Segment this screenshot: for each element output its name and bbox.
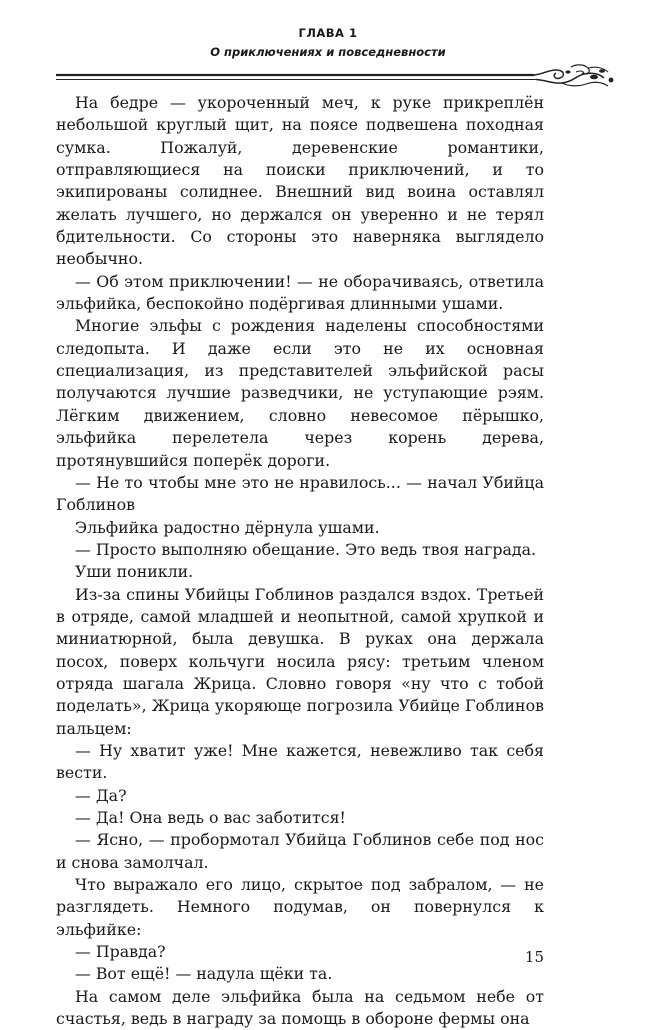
paragraph: Многие эльфы с рождения наделены способностями следопыта. И даже если это не их основная специализация, из представителей эльфийской расы получаются лучшие разведчики, не уступающие рэям. Лёгким движением, словно невесомое пёрышко, эльфийка перелетела через корень дерева, протянувшийся поперёк дороги. [56, 316, 544, 470]
flourish-ornament-icon [56, 62, 616, 92]
paragraph: Эльфийка радостно дёрнула ушами. [75, 517, 380, 537]
paragraph: На бедре — укороченный меч, к руке прикреплён небольшой круглый щит, на поясе подвешена походная сумка. Пожалуй, деревенские романтики, отправляющиеся на поиски приключений, и то экипированы солиднее. Внешний вид воина оставлял желать лучшего, но держался он уверенно и не терял бдительности. Со стороны это наверняка выглядело необычно. [56, 93, 544, 269]
running-header [0, 26, 656, 59]
paragraph: — Да! Она ведь о вас заботится! [75, 808, 346, 827]
paragraph: — Не то чтобы мне это не нравилось... — начал Убийца Гоблинов [56, 472, 544, 515]
paragraph: На самом деле эльфийка была на седьмом небе от счастья, ведь в награду за помощь в обороне фермы она [56, 986, 544, 1029]
page-number: 15 [524, 948, 544, 966]
paragraph: — Просто выполняю обещание. Это ведь твоя награда. [75, 539, 537, 559]
paragraph: — Ясно, — пробормотал Убийца Гоблинов себе под нос и снова замолчал. [56, 830, 544, 872]
paragraph: — Да? [75, 785, 127, 805]
paragraph: — Об этом приключении! — не оборачиваясь, ответила эльфийка, беспокойно подёргивая длинными ушами. [56, 271, 544, 314]
paragraph: — Ну хватит уже! Мне кажется, невежливо так себя вести. [56, 740, 544, 783]
paragraph: Уши поникли. [75, 562, 194, 582]
paragraph: Из-за спины Убийцы Гоблинов раздался вздох. Третьей в отряде, самой младшей и неопытной, самой хрупкой и миниатюрной, была девушка. В руках она держала посох, поверх кольчуги носила рясу: третьим членом отряда шагала Жрица. Словно говоря «ну что с тобой поделать», Жрица укоряюще погрозила Убийце Гоблинов пальцем: [56, 584, 544, 738]
paragraph: Что выражало его лицо, скрытое под забралом, — не разглядеть. Немного подумав, он повернулся к эльфийке: [56, 875, 544, 939]
paragraph: — Правда? [75, 942, 166, 962]
paragraph: — Вот ещё! — надула щёки та. [75, 964, 333, 984]
chapter-subtitle: О приключениях и повседневности [210, 45, 446, 59]
body-text [56, 92, 544, 1030]
chapter-title: ГЛАВА 1 [298, 26, 358, 40]
